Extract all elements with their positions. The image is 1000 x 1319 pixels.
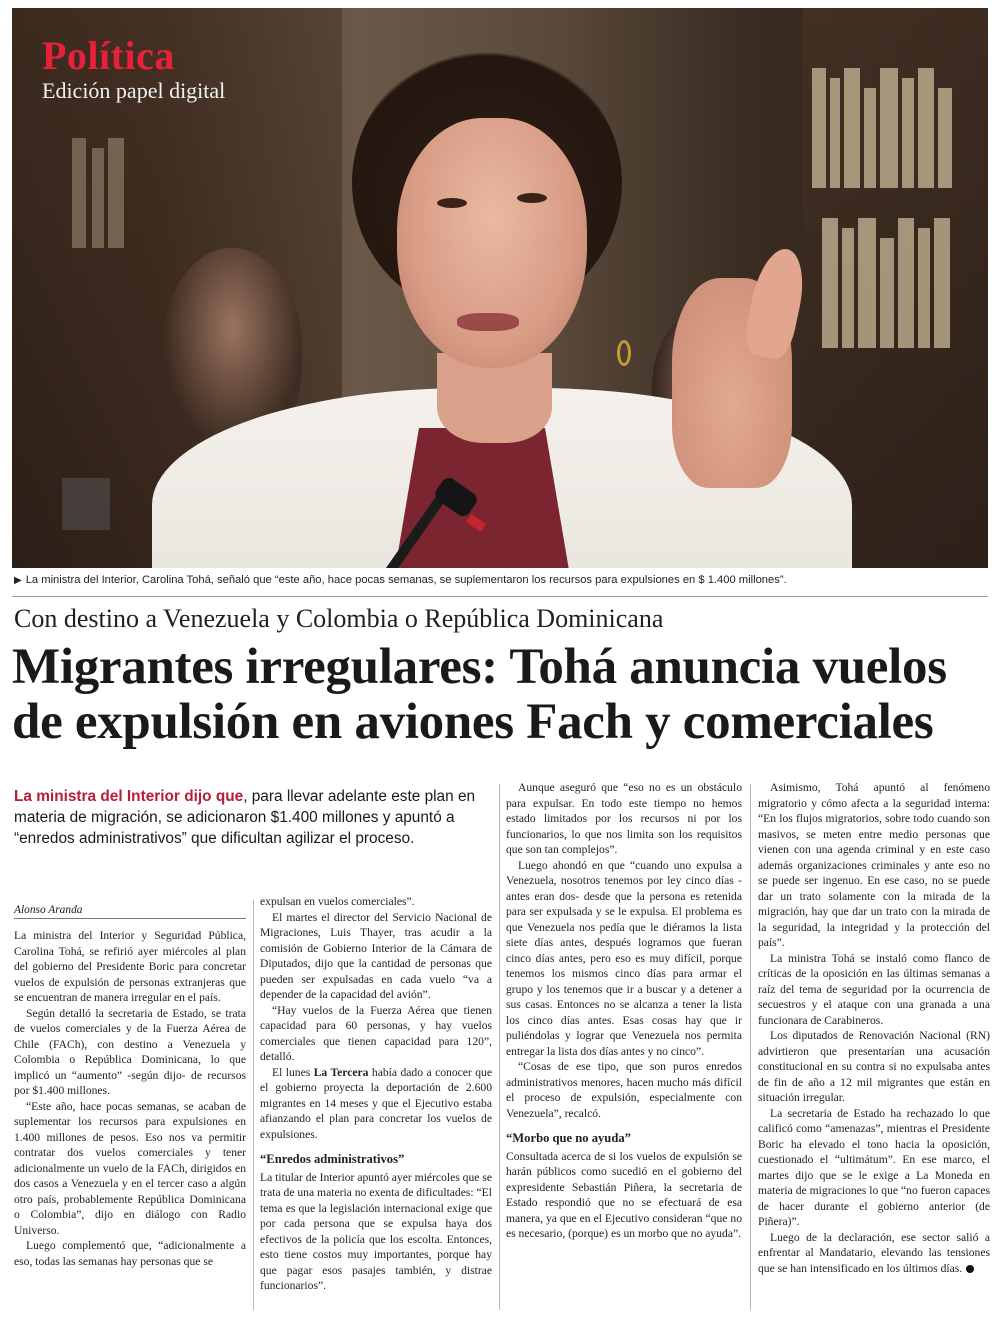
edition-label: Edición papel digital [42,78,226,103]
paragraph: “Este año, hace pocas semanas, se acaban de suplementar los recursos para expulsiones en 1.400 millones de pesos. Eso nos va permitir contratar dos vuelos comerciales y tener adicionalmente un vuelo de la FACh, dirigidos en dos casos a Venezuela y en el tercer caso a algún otro país, probablemente República Dominicana o Colombia”, dijo en diálogo con Radio Universo. [14,1099,246,1237]
newspaper-name: La Tercera [313,1065,369,1079]
paragraph: La titular de Interior apuntó ayer miércoles que se trata de una materia no exenta de dificultades: “El tema es que la legislación internacional exige que por cada persona que se expulsa haya dos efectivos de la policía que los escolta. Entonces, esto tiene costos muy importantes, porque hay que pagar esos pasajes también, y distrae funcionarios”. [260,1170,492,1292]
article-column-4 [758,780,990,1276]
paragraph: La ministra Tohá se instaló como flanco de críticas de la oposición en las últimas semanas a raíz del tema de seguridad por la ocurrencia de secuestros y el ataque con una granada a una funcionara de Carabineros. [758,951,990,1027]
paragraph: expulsan en vuelos comerciales”. [260,895,415,908]
paragraph: Según detalló la secretaria de Estado, se trata de vuelos comerciales y de la Fuerza Aérea de Chile (FACh), con destino a Venezuela y Colombia o República Dominicana, lo que implicó un “aumento” -según dijo- de recursos por $1.400 millones. [14,1006,246,1097]
hero-photo [12,8,988,568]
paragraph: La secretaria de Estado ha rechazado lo que calificó como “amenazas”, mientras el Presidente Boric ha elevado el tono hacia la oposición, cuestionado el “ultimátum”. En ese marco, el martes dijo que se le exige a La Moneda en materia de migraciones lo que “no fueron capaces de hacer durante el gobierno anterior (de Piñera)”. [758,1106,990,1228]
section-label: Política [42,33,175,78]
paragraph: Asimismo, Tohá apuntó al fenómeno migratorio y cómo afecta a la seguridad interna: “En los flujos migratorios, sobre todo cuando son masivos, se meten entre medio personas que vienen con una agenda criminal y en este caso además organizaciones criminales y ante eso no se puede ser ingenuo. En ese caso, no se puede dar un trato solamente con la mirada de la migración, hay que dar un trato con la mirada de la seguridad, la integridad y la protección del país”. [758,781,990,949]
paragraph: Los diputados de Renovación Nacional (RN) advirtieron que presentarían una acusación constitucional en su contra si no expulsaba antes de fin de año a 12 mil migrantes que están en situación irregular. [758,1029,990,1104]
paragraph: El lunes La Tercera había dado a conocer que el gobierno proyecta la deportación de 2.600 migrantes en 14 meses y que el Ejecutivo estaba afianzando el plan para concretar los vuelos de expulsiones. [260,1065,492,1141]
earring [617,340,631,366]
caption-arrow-icon: ▶ [14,575,22,586]
paragraph: “Cosas de ese tipo, que son puros enredos administrativos menores, hacen mucho más difícil el proceso de expulsión, especialmente con Venezuela”, recalcó. [506,1060,742,1120]
paragraph: “Hay vuelos de la Fuerza Aérea que tienen capacidad para 60 personas, y hay vuelos comerciales que tienen capacidad para 120”, detalló. [260,1003,492,1063]
headline: Migrantes irregulares: Tohá anuncia vuelos de expulsión en aviones Fach y comerciales [12,639,947,750]
subheading: “Enredos administrativos” [260,1152,405,1166]
article-column-2 [260,894,492,1294]
paragraph: Consultada acerca de si los vuelos de expulsión se harán públicos como sucedió en el gobierno del expresidente Sebastián Piñera, la secretaria de Estado respondió que no se efectuará de esa manera, ya que en el Ejecutivo consideran “que no es necesario, (porque) es un morbo que no ayuda”. [506,1149,742,1240]
end-mark-icon [966,1265,974,1273]
paragraph: Luego complementó que, “adicionalmente a eso, todas las semanas hay personas que se [14,1239,246,1268]
lead-paragraph: La ministra del Interior dijo que, para llevar adelante este plan en materia de migración, se adicionaron $1.400 millones y apuntó a “enredos administrativos” que dificultan agilizar el proceso. [14,788,476,847]
paragraph: El martes el director del Servicio Nacional de Migraciones, Luis Thayer, tras acudir a la comisión de Gobierno Interior de la Cámara de Diputados, dijo que la cantidad de personas que pueden ser expulsadas en cada vuelo “va a depender de la capacidad del avión”. [260,910,492,1001]
photo-caption: ▶ La ministra del Interior, Carolina Tohá, señaló que “este año, hace pocas semanas, se suplementaron los recursos para expulsiones en $ 1.400 millones”. [14,574,787,586]
article-column-3 [506,780,742,1242]
byline: Alonso Aranda [14,904,246,919]
kicker: Con destino a Venezuela y Colombia o República Dominicana [14,604,664,633]
paragraph: La ministra del Interior y Seguridad Pública, Carolina Tohá, se refirió ayer miércoles al plan del gobierno del Presidente Boric para concretar vuelos de expulsión de personas extranjeras que se encuentran de manera irregular en el país. [14,929,246,1004]
divider [12,596,988,597]
paragraph: Luego de la declaración, ese sector salió a enfrentar al Mandatario, elevando las tensiones que se han intensificado en los últimos días. [758,1230,990,1275]
lead-highlight: La ministra del Interior dijo que [14,788,244,805]
paragraph: Luego ahondó en que “cuando uno expulsa a Venezuela, nosotros tenemos por ley cinco días -antes eran dos- desde que la persona es retenida para ser expulsada y se le expulsa. El problema es que Venezuela nos pedía que le diéramos la lista siete días antes, después logramos que fueran cinco días antes, pero eso es muy difícil, porque tenemos los mismos cinco días para armar el grupo y los tenemos que ir a buscar y a detener a sus casas. Entonces no se alcanza a tener la lista los cinco días antes. Esas cosas hay que ir puliéndolas y lograr que Venezuela nos permita entregar la lista dos días antes y no cinco”. [506,858,742,1058]
article-column-1 [14,928,246,1269]
paragraph: Aunque aseguró que “eso no es un obstáculo para expulsar. En todo este tiempo no hemos estado limitados por los recursos ni por los funcionarios, lo que nos limita son los requisitos que son tan complejos”. [506,781,742,856]
subheading: “Morbo que no ayuda” [506,1131,631,1145]
burgundy-blouse [392,428,572,568]
